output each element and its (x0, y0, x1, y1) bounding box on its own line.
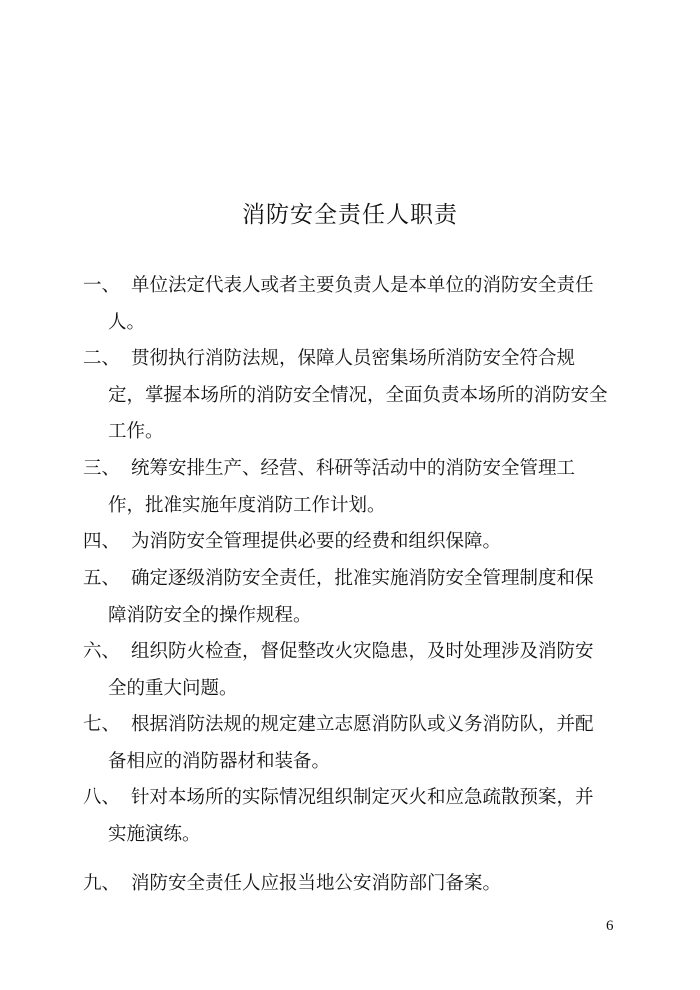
item-number: 二、 (83, 348, 121, 369)
list-item (83, 561, 643, 634)
item-text-line: 工作。 (108, 421, 164, 443)
item-number: 八、 (83, 787, 121, 808)
list-item (83, 634, 643, 707)
item-number: 六、 (83, 641, 121, 662)
item-text-line: 贯彻执行消防法规，保障人员密集场所消防安全符合规 (131, 348, 576, 369)
list-item (83, 268, 643, 341)
item-text-line: 消防安全责任人应报当地公安消防部门备案。 (131, 873, 502, 894)
list-item (83, 780, 643, 853)
item-text-line: 障消防安全的操作规程。 (108, 604, 312, 626)
item-number: 三、 (83, 458, 121, 479)
item-text-line: 组织防火检查，督促整改火灾隐患，及时处理涉及消防安 (131, 641, 594, 662)
item-text-line: 确定逐级消防安全责任，批准实施消防安全管理制度和保 (131, 568, 594, 589)
item-text-line: 全的重大问题。 (108, 677, 238, 699)
item-text-line: 备相应的消防器材和装备。 (108, 750, 331, 772)
list-item (83, 866, 643, 903)
item-text-line: 统筹安排生产、经营、科研等活动中的消防安全管理工 (131, 458, 576, 479)
item-text-line: 作，批准实施年度消防工作计划。 (108, 494, 386, 516)
list-item (83, 451, 643, 524)
item-number: 七、 (83, 714, 121, 735)
item-number: 五、 (83, 568, 121, 589)
list-item (83, 524, 643, 561)
item-text-line: 人。 (108, 311, 146, 333)
item-text-line: 为消防安全管理提供必要的经费和组织保障。 (131, 531, 502, 552)
item-text-line: 针对本场所的实际情况组织制定灭火和应急疏散预案，并 (131, 787, 594, 808)
item-text-line: 实施演练。 (108, 823, 201, 845)
item-text-line: 单位法定代表人或者主要负责人是本单位的消防安全责任 (131, 275, 594, 296)
item-number: 一、 (83, 275, 121, 296)
list-item (83, 341, 643, 451)
list-item (83, 707, 643, 780)
document-title: 消防安全责任人职责 (242, 202, 458, 228)
item-number: 四、 (83, 531, 121, 552)
item-text-line: 根据消防法规的规定建立志愿消防队或义务消防队，并配 (131, 714, 594, 735)
item-text-line: 定，掌握本场所的消防安全情况，全面负责本场所的消防安全 (108, 384, 608, 406)
page-number: 6 (606, 918, 614, 934)
item-number: 九、 (83, 873, 121, 894)
